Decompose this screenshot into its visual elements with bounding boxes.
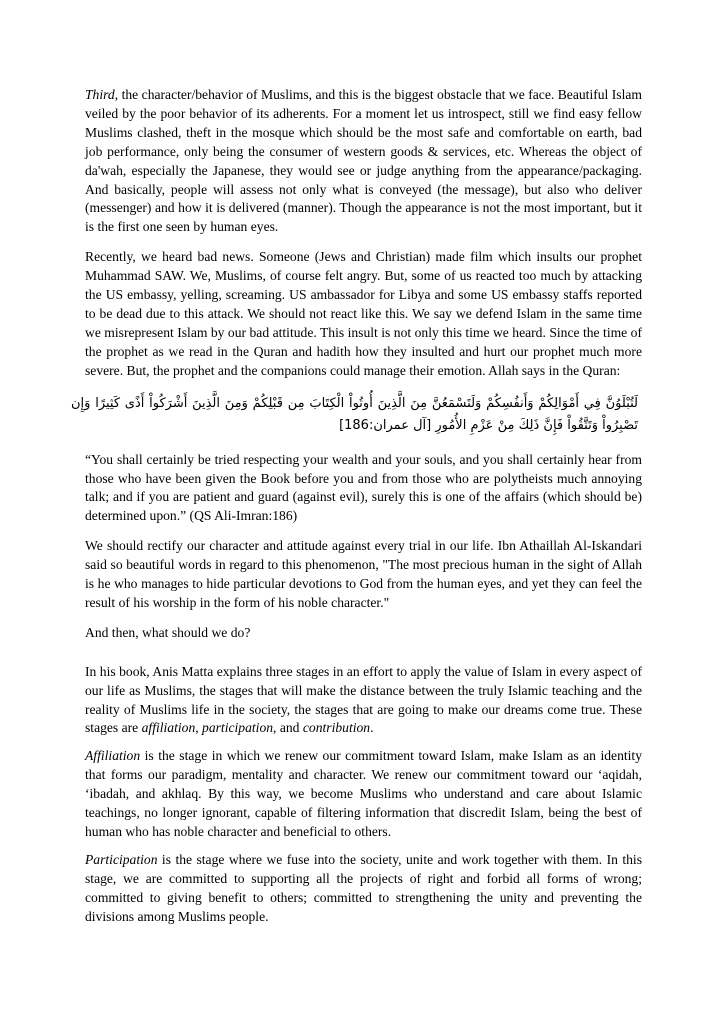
paragraph-third-obstacle	[85, 86, 642, 237]
paragraph-affiliation	[85, 747, 642, 842]
document-page	[71, 86, 642, 927]
paragraph-question: And then, what should we do?	[85, 624, 251, 640]
three-stages-text: In his book, Anis Matta explains three stages in an effort to apply the value of Islam in every aspect of our life as Muslims, the stages that will make the distance between the truly Islamic teaching and the reality of Muslims life in the society, the stages that are going to make our dreams come true. These stages are	[85, 663, 642, 736]
quran-translation-quote: “You shall certainly be tried respecting your wealth and your souls, and you shall certainly hear from those who have been given the Book before you and from those who are polytheists much annoying talk; and if you are patient and guard (against evil), surely this is one of the affairs (which should be) determined upon.” (QS Ali-Imran:186)	[85, 451, 642, 524]
term-third: Third	[85, 87, 115, 102]
paragraph-recent-news: Recently, we heard bad news. Someone (Jews and Christian) made film which insults our prophet Muhammad SAW. We, Muslims, of course felt angry. But, some of us reacted too much by attacking the US embassy, yelling, screaming. US ambassador for Libya and some US embassy staffs reported to be dead due to this attack. We should not react like this. We say we defend Islam in the same time we misrepresent Islam by our bad attitude. This insult is not only this time we heard. Since the time of the prophet as we read in the Quran and hadith how they insulted and hurt our prophet much more severe. But, the prophet and the companions could manage their emotion. Allah says in the Quran:	[85, 249, 642, 378]
term-participation: participation	[202, 720, 274, 736]
term-affiliation: affiliation	[141, 720, 196, 736]
quran-verse-line-1: لَتُبْلَوُنَّ فِي أَمْوَالِكُمْ وَأَنفُسِكُمْ وَلَتَسْمَعُنَّ مِنَ الَّذِينَ أُوتُواْ الْكِتَابَ مِن قَبْلِكُمْ وَمِنَ الَّذِينَ أَشْرَكُواْ أَذًى كَثِيرًا وَإِن	[71, 395, 638, 411]
paragraph-third-text: , the character/behavior of Muslims, and this is the biggest obstacle that we face. Beautiful Islam veiled by the poor behavior of its adherents. For a moment let us introspect, still we find easy fellow Muslims clashed, theft in the mosque which should be the most safe and comfortable on earth, bad job performance, only being the consumer of western goods & services, etc. Whereas the object of da'wah, especially the Japanese, they would see or judge anything from the appearance/packaging. And basically, people will assess not only what is conveyed (the message), but also who deliver (messenger) and how it is delivered (manner). Though the appearance is not the most important, but it is the first one seen by human eyes.	[85, 87, 642, 235]
period: .	[370, 720, 374, 736]
term-contribution: contribution	[302, 720, 371, 736]
separator: , and	[273, 720, 303, 736]
quran-verse-arabic	[71, 393, 638, 437]
term-affiliation-lead: Affiliation	[85, 748, 141, 764]
paragraph-participation	[85, 851, 642, 927]
quran-verse-line-2: تَصْبِرُواْ وَتَتَّقُواْ فَإِنَّ ذَلِكَ مِنْ عَزْمِ الأُمُورِ [آل عمران:186]	[339, 417, 638, 433]
term-participation-lead: Participation	[85, 851, 158, 867]
separator: ,	[195, 720, 203, 736]
paragraph-three-stages	[85, 663, 642, 739]
paragraph-rectify-character: We should rectify our character and attitude against every trial in our life. Ibn Athaillah Al-Iskandari said so beautiful words in regard to this phenomenon, "The most precious human in the sight of Allah is he who manages to hide particular devotions to God from the human eyes, and yet they can feel the result of his worship in the form of his noble character."	[85, 538, 642, 610]
affiliation-text: is the stage in which we renew our commitment toward Islam, make Islam as an identity that forms our paradigm, mentality and character. We renew our commitment toward our ‘aqidah, ‘ibadah, and akhlaq. By this way, we become Muslims who understand and care about Islamic teachings, no longer ignorant, capable of filtering information that discredit Islam, being the best of human who has noble character and beneficial to others.	[85, 748, 642, 839]
participation-text: is the stage where we fuse into the society, unite and work together with them. In this stage, we are committed to supporting all the projects of right and forbid all forms of wrong; committed to giving benefit to others; committed to strengthening the unity and preventing the divisions among Muslims people.	[85, 851, 642, 924]
